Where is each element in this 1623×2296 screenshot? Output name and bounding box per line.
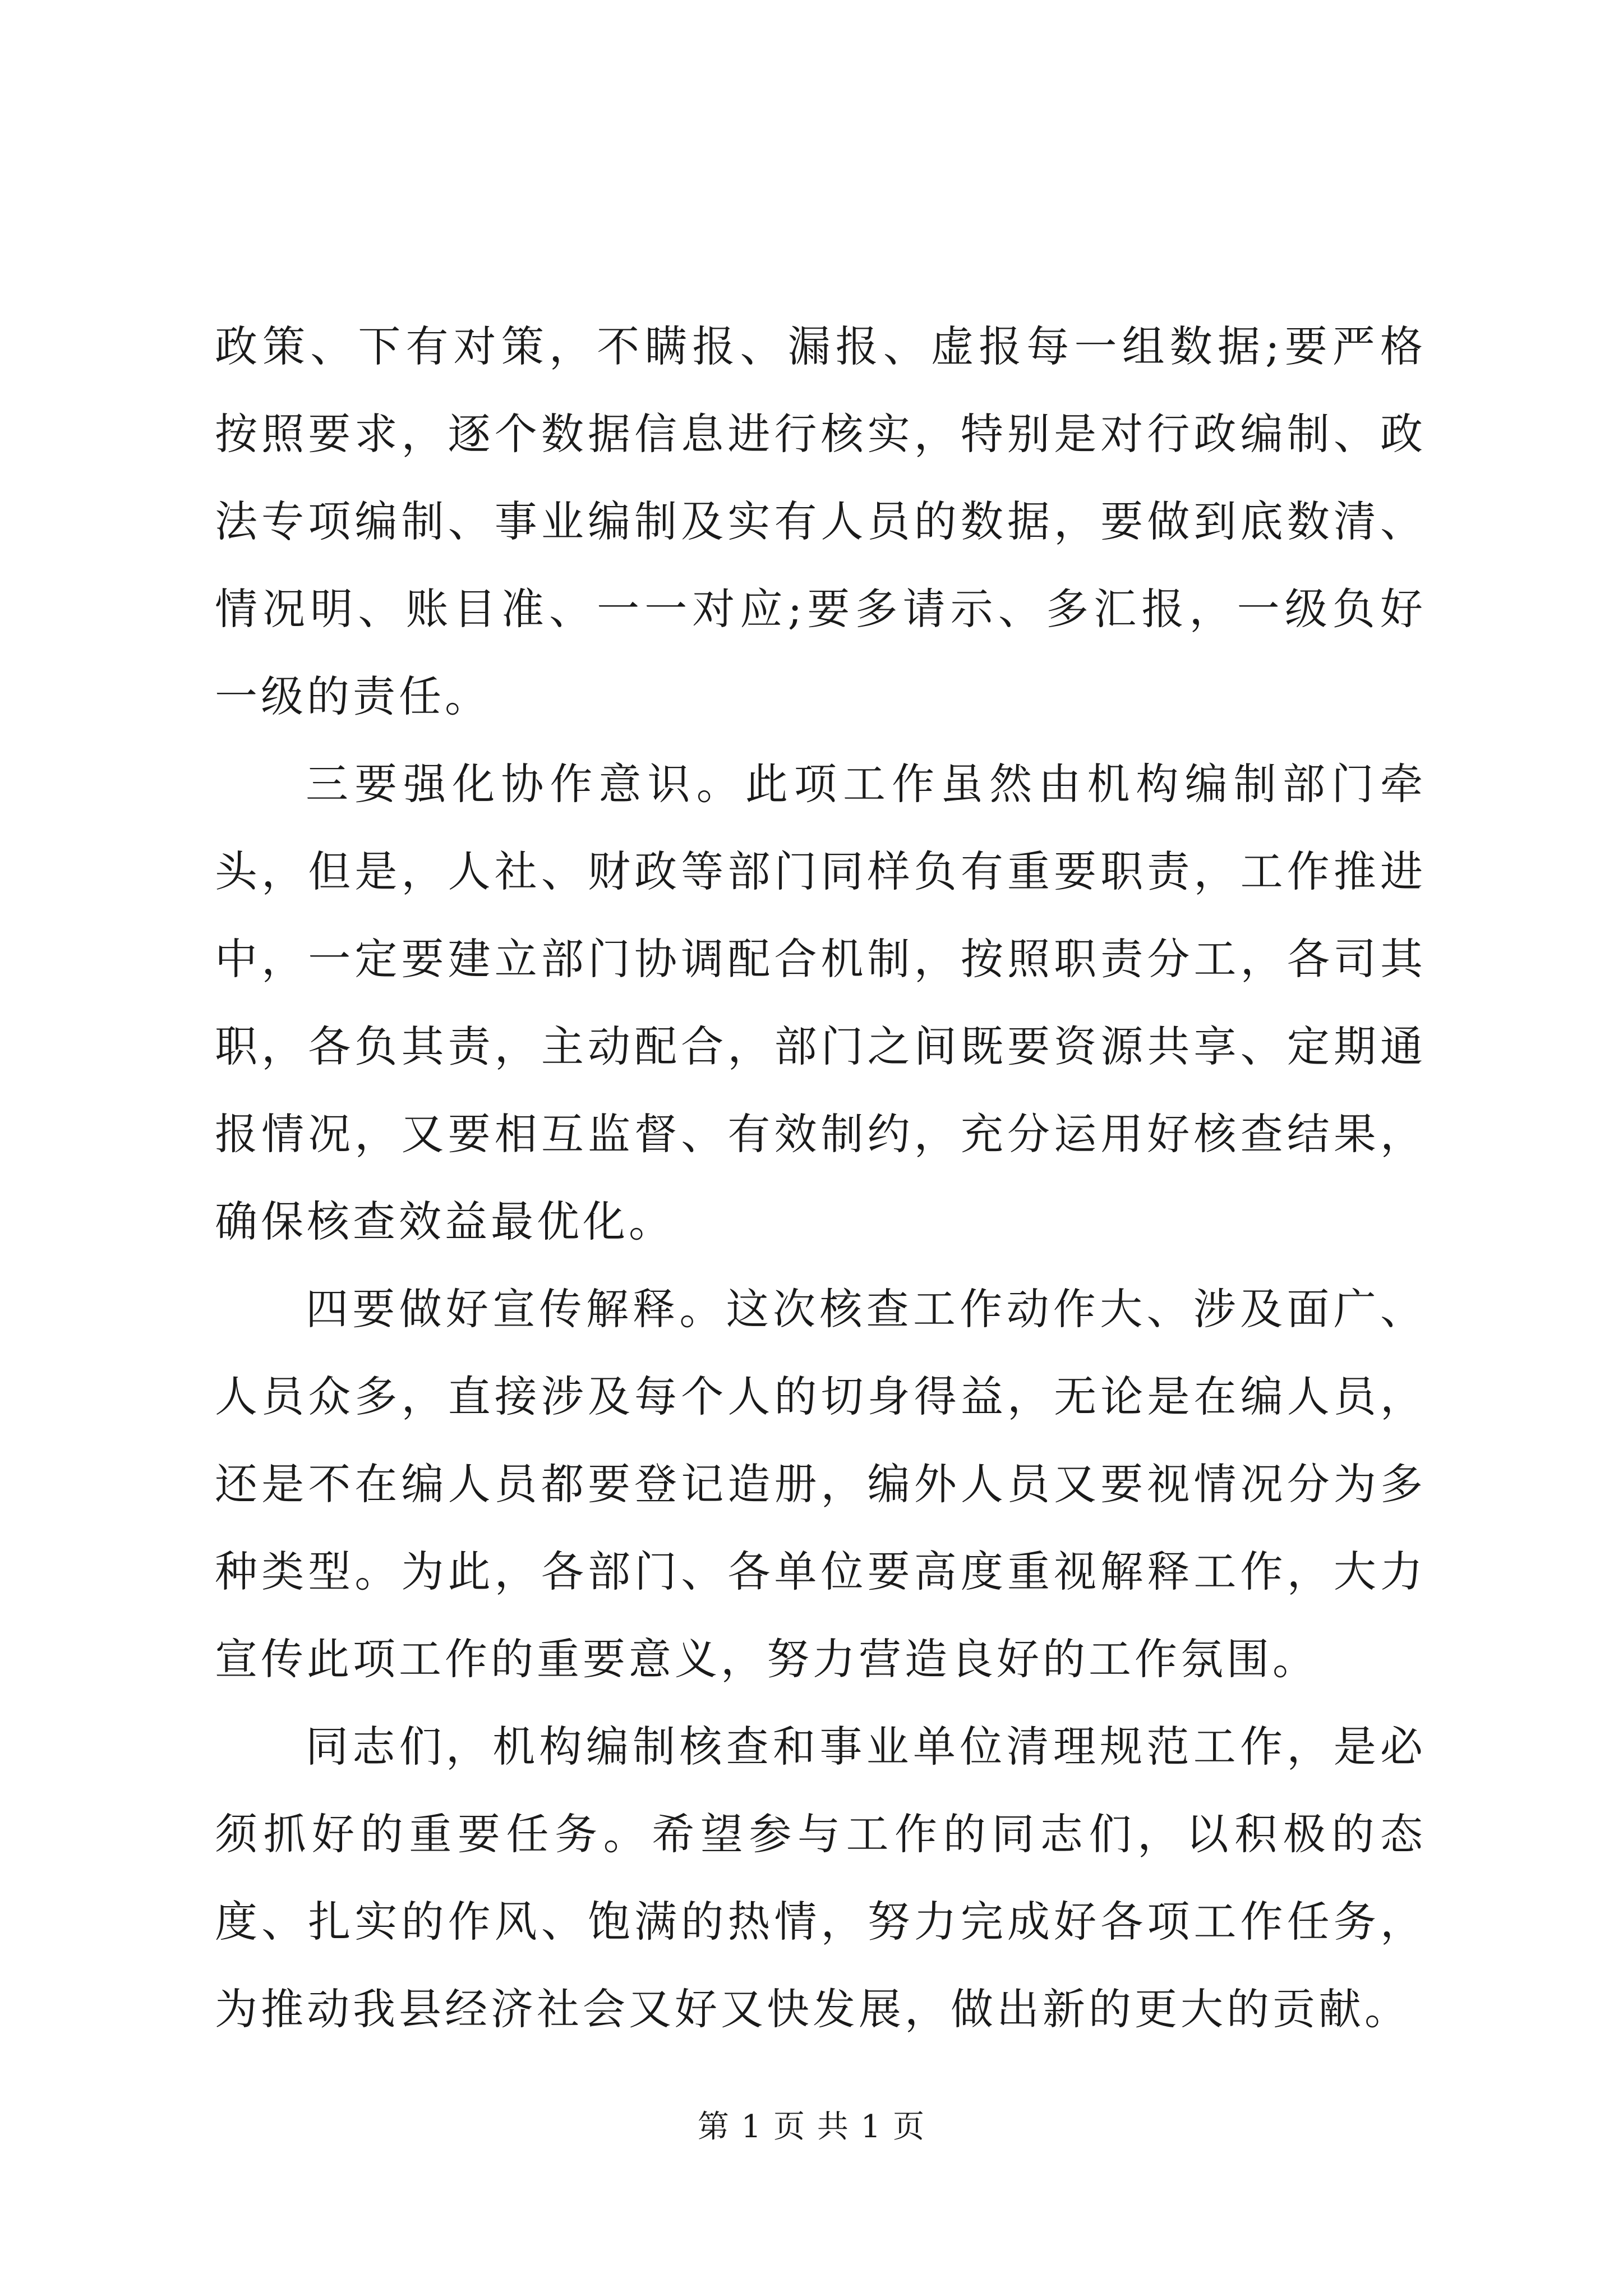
paragraph-continuation: 政策、下有对策，不瞒报、漏报、虚报每一组数据;要严格按照要求，逐个数据信息进行核实，特别是对行政编制、政法专项编制、事业编制及实有人员的数据，要做到底数清、情况明、账目准、一一对应;要多请示、多汇报，一级负好一级的责任。 [215, 321, 1426, 721]
paragraph-closing: 同志们，机构编制核查和事业单位清理规范工作，是必须抓好的重要任务。希望参与工作的同志们，以积极的态度、扎实的作风、饱满的热情，努力完成好各项工作任务，为推动我县经济社会又好又快发展，做出新的更大的贡献。 [215, 1722, 1426, 2034]
document-body [215, 303, 1426, 2053]
page-footer: 第 1 页 共 1 页 [697, 2109, 926, 2145]
paragraph-cooperation: 三要强化协作意识。此项工作虽然由机构编制部门牵头，但是，人社、财政等部门同样负有重要职责，工作推进中，一定要建立部门协调配合机制，按照职责分工，各司其职，各负其责，主动配合，部门之间既要资源共享、定期通报情况，又要相互监督、有效制约，充分运用好核查结果，确保核查效益最优化。 [215, 759, 1426, 1246]
paragraph-publicity: 四要做好宣传解释。这次核查工作动作大、涉及面广、人员众多，直接涉及每个人的切身得益，无论是在编人员，还是不在编人员都要登记造册，编外人员又要视情况分为多种类型。为此，各部门、各单位要高度重视解释工作，大力宣传此项工作的重要意义，努力营造良好的工作氛围。 [215, 1284, 1426, 1684]
